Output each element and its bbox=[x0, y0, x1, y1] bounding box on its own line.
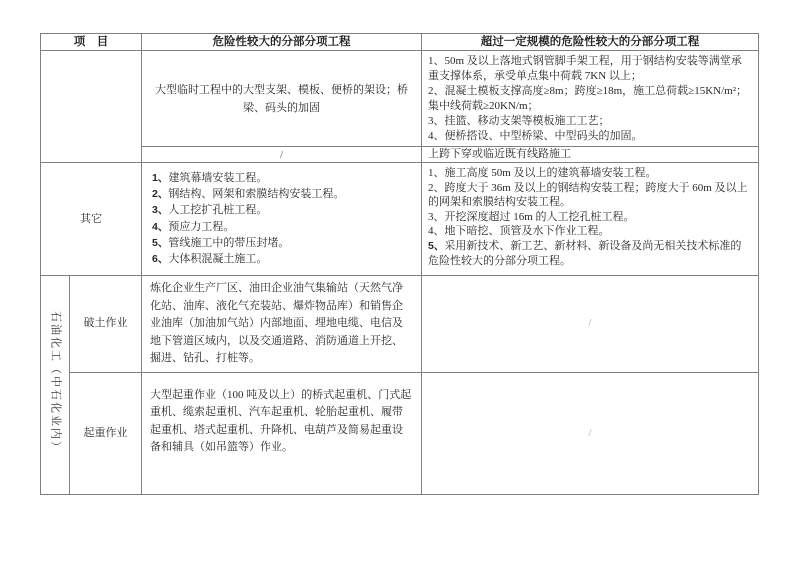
list-item-number: 5、 bbox=[428, 239, 445, 252]
list-item-number: 1、 bbox=[152, 172, 169, 184]
cell-lifting-desc: 大型起重作业（100 吨及以上）的桥式起重机、门式起重机、缆索起重机、汽车起重机、轮胎起重机、履带起重机、塔式起重机、升降机、电葫芦及简易起重设备和辅具（如吊篮等）作业。 bbox=[142, 372, 422, 494]
list-item-text: 开挖深度超过 16m 的人工挖孔桩工程。 bbox=[444, 210, 635, 223]
list-item-number: 3、 bbox=[428, 210, 445, 223]
table-header-row bbox=[41, 34, 759, 51]
list-item-number: 6、 bbox=[152, 253, 169, 266]
list-item-text: 大体积混凝土施工。 bbox=[168, 253, 268, 266]
cell-temp-works-desc: 大型临时工程中的大型支架、模板、便桥的架设；桥梁、码头的加固 bbox=[142, 51, 422, 147]
list-item bbox=[428, 181, 752, 210]
list-item bbox=[428, 84, 752, 114]
list-item-number: 2、 bbox=[428, 85, 445, 97]
list-item-number: 5、 bbox=[152, 236, 169, 249]
list-item-text: 钢结构、网架和索膜结构安装工程。 bbox=[168, 188, 345, 201]
list-item-number: 1、 bbox=[428, 167, 445, 179]
list-item-number: 4、 bbox=[152, 220, 169, 233]
list-item bbox=[428, 114, 752, 129]
list-item-text: 便桥搭设、中型桥梁、中型码头的加固。 bbox=[444, 130, 643, 142]
list-item-text: 建筑幕墙安装工程。 bbox=[168, 172, 268, 184]
cell-other-label: 其它 bbox=[41, 163, 142, 276]
list-item bbox=[428, 129, 752, 144]
row-other bbox=[41, 163, 759, 276]
list-item-text: 挂篮、移动支架等模板施工工艺； bbox=[444, 115, 610, 127]
list-item-number: 4、 bbox=[428, 225, 445, 238]
cell-earth-breaking-label: 破土作业 bbox=[70, 276, 142, 373]
cell-petrochemical-group bbox=[41, 276, 70, 495]
list-item-text: 地下暗挖、顶管及水下作业工程。 bbox=[444, 225, 610, 238]
cell-lifting-label: 起重作业 bbox=[70, 372, 142, 494]
list-item bbox=[428, 239, 752, 268]
list-item bbox=[152, 170, 415, 186]
list-item-text: 50m 及以上落地式钢管脚手架工程，用于钢结构安装等满堂承重支撑体系，承受单点集中荷载 7KN 以上； bbox=[428, 55, 742, 82]
list-item bbox=[152, 235, 415, 251]
cell-temp-works-overscale-list bbox=[422, 51, 759, 147]
cell-crossing-slash: / bbox=[142, 147, 422, 163]
row-earth-breaking bbox=[41, 276, 759, 373]
list-item-number: 2、 bbox=[152, 188, 169, 201]
list-item-number: 2、 bbox=[428, 181, 445, 194]
hazard-projects-table bbox=[40, 33, 759, 495]
list-item bbox=[428, 54, 752, 84]
cell-earth-breaking-slash: / bbox=[422, 276, 759, 373]
list-item bbox=[152, 202, 415, 218]
cell-other-overscale-list bbox=[422, 163, 759, 276]
petrochemical-vertical-label: 石油化工（中石化业内） bbox=[49, 310, 62, 454]
cell-lifting-slash: / bbox=[422, 372, 759, 494]
cell-project-empty bbox=[41, 51, 142, 163]
row-crossing-lines bbox=[41, 147, 759, 163]
header-over-scale-works: 超过一定规模的危险性较大的分部分项工程 bbox=[422, 34, 759, 51]
list-item-number: 3、 bbox=[428, 115, 445, 127]
list-item bbox=[428, 210, 752, 225]
list-item bbox=[428, 224, 752, 239]
list-item-text: 跨度大于 36m 及以上的钢结构安装工程；跨度大于 60m 及以上的网架和索膜结构安装工程。 bbox=[428, 181, 748, 209]
cell-other-dangerous-list bbox=[142, 163, 422, 276]
list-item-text: 施工高度 50m 及以上的建筑幕墙安装工程。 bbox=[444, 167, 657, 179]
cell-earth-breaking-desc: 炼化企业生产厂区、油田企业油气集输站（天然气净化站、油库、液化气充装站、爆炸物品库）和销售企业油库（加油加气站）内部地面、埋地电缆、电信及地下管道区域内，以及交通道路、消防通道上开挖、掘进、钻孔、打桩等。 bbox=[142, 276, 422, 373]
list-item-text: 预应力工程。 bbox=[168, 220, 235, 233]
list-item bbox=[428, 166, 752, 181]
list-item-text: 人工挖扩孔桩工程。 bbox=[168, 204, 268, 217]
header-dangerous-works: 危险性较大的分部分项工程 bbox=[142, 34, 422, 51]
list-item bbox=[152, 219, 415, 235]
list-item-text: 混凝土模板支撑高度≥8m；跨度≥18m，施工总荷载≥15KN/m²；集中线荷载≥20KN/m； bbox=[428, 85, 748, 112]
row-lifting-ops bbox=[41, 372, 759, 494]
list-item-number: 3、 bbox=[152, 204, 169, 217]
list-item-text: 管线施工中的带压封堵。 bbox=[168, 236, 290, 249]
header-project: 项 目 bbox=[41, 34, 142, 51]
list-item-number: 4、 bbox=[428, 130, 445, 142]
list-item-number: 1、 bbox=[428, 55, 445, 67]
cell-crossing-desc: 上跨下穿或临近既有线路施工 bbox=[422, 147, 759, 163]
list-item bbox=[152, 186, 415, 202]
row-temp-works bbox=[41, 51, 759, 147]
list-item bbox=[152, 251, 415, 267]
list-item-text: 采用新技术、新工艺、新材料、新设备及尚无相关技术标准的危险性较大的分部分项工程。 bbox=[428, 239, 742, 267]
